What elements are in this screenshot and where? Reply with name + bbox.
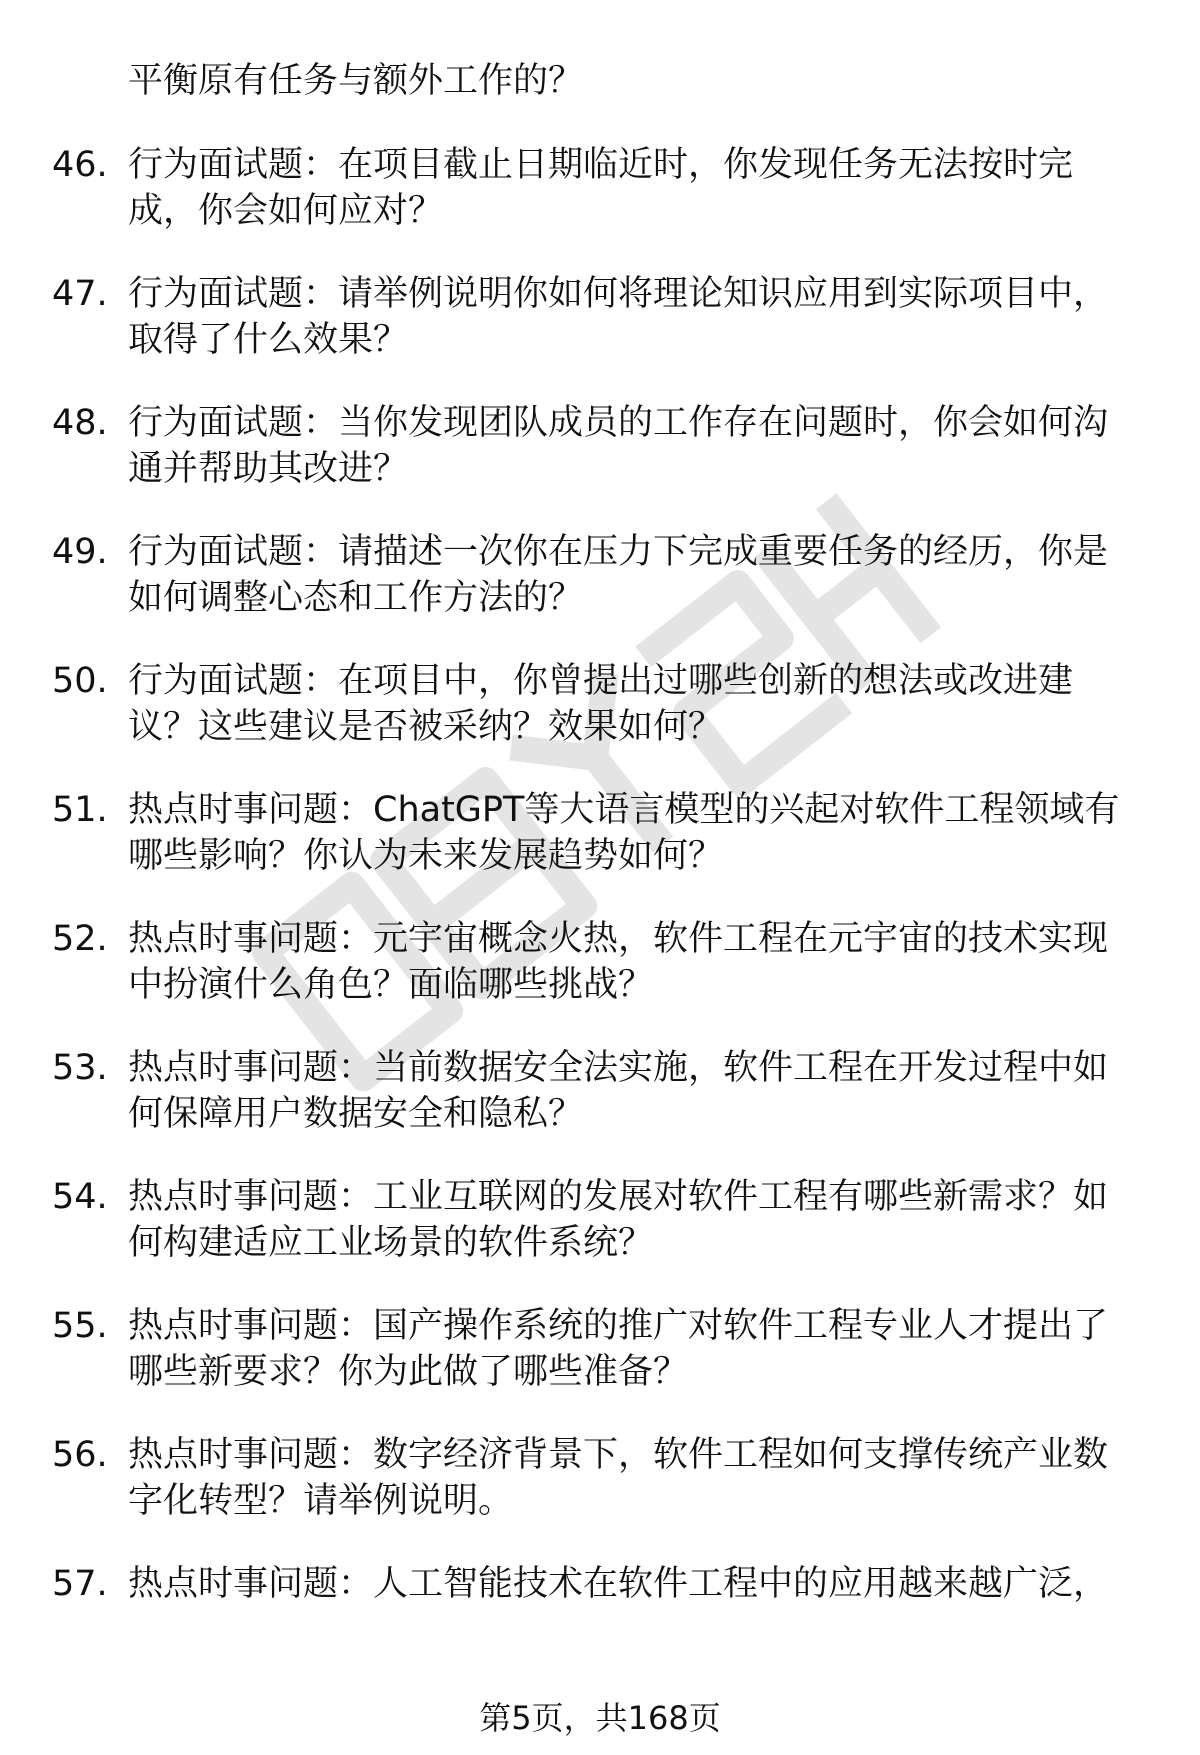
question-number: 53. — [52, 1048, 108, 1088]
question-number: 48. — [52, 403, 108, 443]
question-number: 52. — [52, 919, 108, 959]
question-text-line-1: 热点时事问题：人工智能技术在软件工程中的应用越来越广泛， — [128, 1564, 1109, 1604]
question-number: 47. — [52, 274, 108, 314]
question-text-line-1: 热点时事问题：国产操作系统的推广对软件工程专业人才提出了 — [128, 1306, 1109, 1346]
list-item — [52, 1174, 1152, 1303]
question-number: 55. — [52, 1306, 108, 1346]
question-text-line-2: 哪些影响？你认为未来发展趋势如何？ — [128, 836, 724, 876]
list-item — [52, 142, 1152, 271]
question-text-line-2: 何构建适应工业场景的软件系统？ — [128, 1223, 654, 1263]
list-item — [52, 787, 1152, 916]
question-text-line-1: 热点时事问题：数字经济背景下，软件工程如何支撑传统产业数 — [128, 1435, 1109, 1475]
question-text-line-2: 字化转型？请举例说明。 — [128, 1481, 514, 1521]
question-text-line-1: 行为面试题：请描述一次你在压力下完成重要任务的经历，你是 — [128, 532, 1109, 572]
question-text-line-2: 何保障用户数据安全和隐私？ — [128, 1094, 584, 1134]
list-item — [52, 271, 1152, 400]
continued-question-text: 平衡原有任务与额外工作的？ — [128, 61, 584, 101]
question-text-line-2: 通并帮助其改进？ — [128, 449, 409, 489]
question-number: 49. — [52, 532, 108, 572]
list-item — [52, 916, 1152, 1045]
question-text-line-1: 行为面试题：请举例说明你如何将理论知识应用到实际项目中， — [128, 274, 1109, 314]
list-item — [52, 1561, 1152, 1690]
question-text-line-2: 哪些新要求？你为此做了哪些准备？ — [128, 1352, 689, 1392]
question-text-line-1: 热点时事问题：元宇宙概念火热，软件工程在元宇宙的技术实现 — [128, 919, 1109, 959]
question-text-line-1: 热点时事问题：ChatGPT等大语言模型的兴起对软件工程领域有 — [128, 790, 1120, 830]
question-number: 54. — [52, 1177, 108, 1217]
question-number: 46. — [52, 145, 108, 185]
question-text-line-1: 行为面试题：在项目中，你曾提出过哪些创新的想法或改进建 — [128, 661, 1074, 701]
question-text-line-2: 议？这些建议是否被采纳？效果如何？ — [128, 707, 724, 747]
question-number: 50. — [52, 661, 108, 701]
question-text-line-1: 热点时事问题：当前数据安全法实施，软件工程在开发过程中如 — [128, 1048, 1109, 1088]
question-list — [52, 142, 1152, 1690]
question-text-line-2: 成，你会如何应对？ — [128, 191, 444, 231]
question-number: 57. — [52, 1564, 108, 1604]
question-text-line-2: 取得了什么效果？ — [128, 320, 409, 360]
question-number: 56. — [52, 1435, 108, 1475]
question-text-line-1: 行为面试题：当你发现团队成员的工作存在问题时，你会如何沟 — [128, 403, 1109, 443]
list-item — [52, 1432, 1152, 1561]
list-item — [52, 529, 1152, 658]
question-text-line-2: 中扮演什么角色？面临哪些挑战？ — [128, 965, 654, 1005]
question-text-line-1: 行为面试题：在项目截止日期临近时，你发现任务无法按时完 — [128, 145, 1074, 185]
list-item — [52, 400, 1152, 529]
question-text-line-1: 热点时事问题：工业互联网的发展对软件工程有哪些新需求？如 — [128, 1177, 1109, 1217]
question-text-line-2: 如何调整心态和工作方法的？ — [128, 578, 584, 618]
question-number: 51. — [52, 790, 108, 830]
page-footer: 第5页，共168页 — [479, 1699, 721, 1737]
list-item — [52, 1303, 1152, 1432]
list-item — [52, 658, 1152, 787]
list-item — [52, 1045, 1152, 1174]
